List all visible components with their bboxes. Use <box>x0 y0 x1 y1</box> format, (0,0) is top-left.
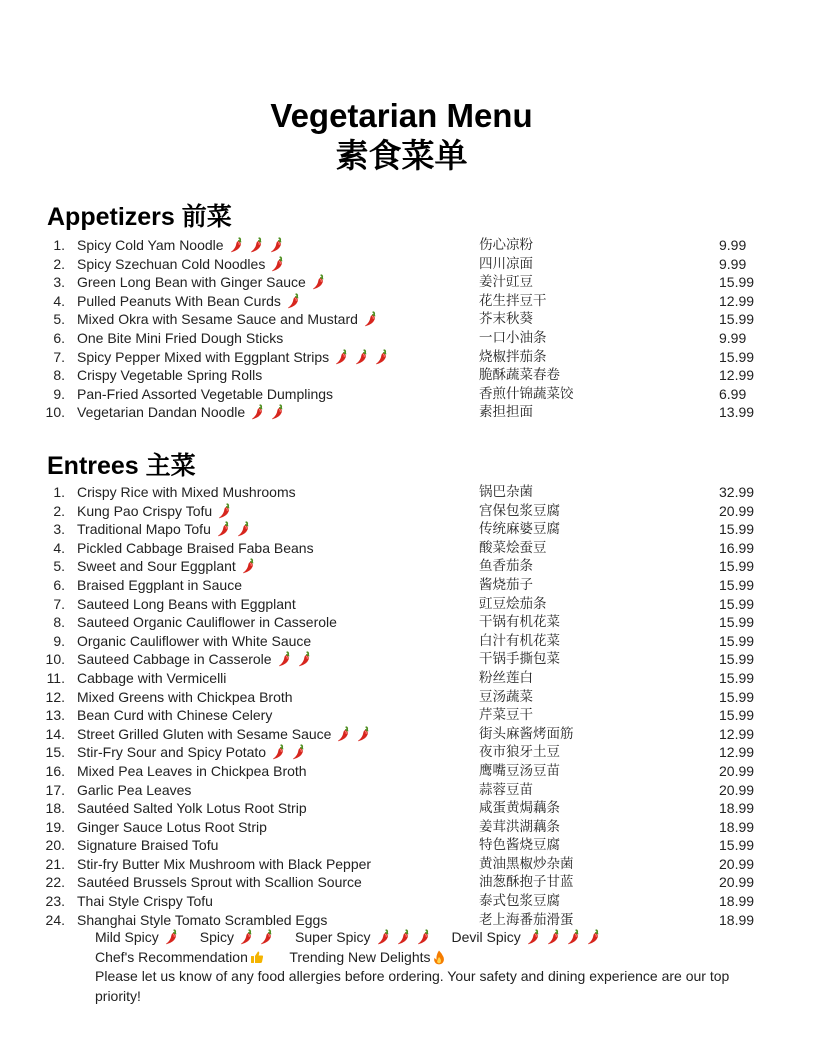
menu-item <box>0 743 813 762</box>
item-name <box>77 502 231 520</box>
menu-title-chinese: 素食菜单 <box>335 136 468 175</box>
fire-icon <box>433 950 445 965</box>
item-price: 20.99 <box>719 874 755 891</box>
appetizers-heading: Appetizers 前菜 <box>47 203 232 231</box>
allergy-note: Please let us know of any food allergies before ordering. Your safety and dining experience are our top priority! <box>95 968 730 1004</box>
item-number: 12. <box>45 688 65 705</box>
item-name <box>77 348 388 366</box>
spice-level-label: Mild Spicy <box>95 929 159 945</box>
menu-item <box>0 385 813 404</box>
item-number: 3. <box>53 274 65 291</box>
item-price: 12.99 <box>719 725 755 742</box>
chili-pepper-icon <box>250 237 263 253</box>
chili-pepper-icon <box>260 929 273 945</box>
chili-pepper-icon <box>240 929 253 945</box>
item-number: 2. <box>53 502 65 519</box>
item-number: 4. <box>53 292 65 309</box>
item-chinese-name: 宫保包浆豆腐 <box>479 502 560 519</box>
item-name-text: Sweet and Sour Eggplant <box>77 558 236 575</box>
item-price: 15.99 <box>719 558 755 575</box>
item-price: 15.99 <box>719 651 755 668</box>
item-price: 16.99 <box>719 539 755 556</box>
item-price: 9.99 <box>719 237 747 253</box>
item-number: 18. <box>45 800 65 817</box>
item-price: 18.99 <box>719 893 755 910</box>
chili-pepper-icon <box>397 929 410 945</box>
legend <box>95 928 735 1006</box>
item-name-text: Ginger Sauce Lotus Root Strip <box>77 818 267 835</box>
item-chinese-name: 伤心凉粉 <box>479 237 533 253</box>
item-number: 1. <box>53 237 65 253</box>
item-name-text: Kung Pao Crispy Tofu <box>77 502 213 519</box>
chili-pepper-icon <box>271 256 284 272</box>
item-price: 15.99 <box>719 669 755 686</box>
item-number: 14. <box>45 725 65 742</box>
menu-item <box>0 539 813 558</box>
menu-item <box>0 520 813 539</box>
chili-pepper-icon <box>337 726 350 742</box>
item-price: 15.99 <box>719 688 755 705</box>
item-name <box>77 725 370 743</box>
chili-pepper-icon <box>357 726 370 742</box>
item-name <box>77 669 226 687</box>
item-name <box>77 799 307 817</box>
appetizers-list <box>0 236 813 422</box>
menu-item <box>0 236 813 255</box>
item-name <box>77 385 333 403</box>
chili-pepper-icon <box>298 651 311 667</box>
item-name-text: Sauteed Long Beans with Eggplant <box>77 595 296 612</box>
item-price: 15.99 <box>719 707 755 724</box>
item-price: 18.99 <box>719 818 755 835</box>
menu-item <box>0 483 813 502</box>
item-chinese-name: 一口小油条 <box>479 329 547 346</box>
chili-pepper-icon <box>417 929 430 945</box>
item-price: 18.99 <box>719 800 755 817</box>
menu-item <box>0 781 813 800</box>
item-price: 15.99 <box>719 632 755 649</box>
item-name-text: Spicy Szechuan Cold Noodles <box>77 255 266 272</box>
item-chinese-name: 油葱酥抱子甘蓝 <box>479 874 574 891</box>
item-name <box>77 688 293 706</box>
item-name <box>77 292 300 310</box>
item-chinese-name: 芥末秋葵 <box>479 311 533 328</box>
item-chinese-name: 干锅有机花菜 <box>479 614 560 631</box>
item-name-text: Garlic Pea Leaves <box>77 781 192 798</box>
item-number: 3. <box>53 521 65 538</box>
item-chinese-name: 姜茸洪湖藕条 <box>479 818 560 835</box>
item-chinese-name: 特色酱烧豆腐 <box>479 837 560 854</box>
item-number: 5. <box>53 311 65 328</box>
item-name <box>77 557 255 575</box>
item-price: 20.99 <box>719 502 755 519</box>
item-name <box>77 539 314 557</box>
item-name-text: Spicy Pepper Mixed with Eggplant Strips <box>77 348 330 365</box>
chili-pepper-icon <box>375 349 388 365</box>
menu-item <box>0 799 813 818</box>
item-name <box>77 781 191 799</box>
chili-pepper-icon <box>218 503 231 519</box>
item-chinese-name: 咸蛋黄焗藕条 <box>479 800 560 817</box>
item-name <box>77 743 305 761</box>
item-name <box>77 706 272 724</box>
item-name-text: Sautéed Salted Yolk Lotus Root Strip <box>77 800 307 817</box>
menu-item <box>0 502 813 521</box>
item-price: 15.99 <box>719 595 755 612</box>
menu-item <box>0 310 813 329</box>
item-chinese-name: 夜市狼牙土豆 <box>479 744 560 761</box>
item-name <box>77 595 296 613</box>
spice-level-item <box>200 929 273 945</box>
menu-item <box>0 273 813 292</box>
chili-pepper-icon <box>377 929 390 945</box>
item-number: 8. <box>53 367 65 384</box>
menu-item <box>0 762 813 781</box>
item-number: 21. <box>45 855 65 872</box>
item-number: 6. <box>53 329 65 346</box>
spice-level-item <box>95 929 178 945</box>
item-chinese-name: 街头麻酱烤面筋 <box>479 725 574 742</box>
chili-pepper-icon <box>242 558 255 574</box>
item-price: 15.99 <box>719 614 755 631</box>
chili-pepper-icon <box>278 651 291 667</box>
item-name <box>77 818 267 836</box>
menu-item <box>0 892 813 911</box>
menu-item <box>0 255 813 274</box>
item-number: 17. <box>45 781 65 798</box>
chili-pepper-icon <box>335 349 348 365</box>
menu-item <box>0 366 813 385</box>
chili-pepper-icon <box>230 237 243 253</box>
item-name <box>77 650 311 668</box>
menu-item <box>0 557 813 576</box>
item-chinese-name: 烧椒拌茄条 <box>479 348 547 365</box>
item-number: 10. <box>45 404 65 421</box>
item-number: 22. <box>45 874 65 891</box>
item-price: 20.99 <box>719 855 755 872</box>
menu-item <box>0 329 813 348</box>
item-name-text: Pulled Peanuts With Bean Curds <box>77 292 281 309</box>
chili-pepper-icon <box>567 929 580 945</box>
item-name <box>77 273 325 291</box>
chili-pepper-icon <box>270 237 283 253</box>
chili-pepper-icon <box>237 521 250 537</box>
item-name <box>77 892 213 910</box>
spice-level-label: Super Spicy <box>295 929 371 945</box>
item-chinese-name: 脆酥蔬菜春卷 <box>479 367 560 384</box>
spice-level-item <box>295 929 429 945</box>
item-name-text: Mixed Greens with Chickpea Broth <box>77 688 293 705</box>
item-name <box>77 236 283 254</box>
menu-item <box>0 688 813 707</box>
menu-item <box>0 836 813 855</box>
entrees-list <box>0 483 813 929</box>
spice-level-item <box>452 929 600 945</box>
item-price: 12.99 <box>719 367 755 384</box>
item-chinese-name: 四川凉面 <box>479 255 533 272</box>
chefs-recommendation-label: Chef's Recommendation <box>95 948 248 965</box>
item-chinese-name: 香煎什锦蔬菜饺 <box>479 385 574 402</box>
item-name <box>77 483 296 501</box>
item-name <box>77 366 262 384</box>
item-number: 9. <box>53 632 65 649</box>
item-name-text: Crispy Vegetable Spring Rolls <box>77 367 263 384</box>
item-chinese-name: 豆汤蔬菜 <box>479 688 533 705</box>
item-number: 9. <box>53 385 65 402</box>
item-name-text: Vegetarian Dandan Noodle <box>77 404 246 421</box>
item-name <box>77 255 284 273</box>
item-number: 23. <box>45 893 65 910</box>
item-name <box>77 613 337 631</box>
item-price: 15.99 <box>719 348 755 365</box>
item-number: 2. <box>53 255 65 272</box>
item-price: 9.99 <box>719 329 747 346</box>
item-price: 18.99 <box>719 911 755 928</box>
item-name <box>77 520 250 538</box>
item-name-text: Mixed Pea Leaves in Chickpea Broth <box>77 762 307 779</box>
item-name-text: Mixed Okra with Sesame Sauce and Mustard <box>77 311 358 328</box>
thumbs-up-icon <box>250 950 264 964</box>
item-name-text: Crispy Rice with Mixed Mushrooms <box>77 484 296 500</box>
item-name-text: Sautéed Brussels Sprout with Scallion Source <box>77 874 362 891</box>
item-name-text: Shanghai Style Tomato Scrambled Eggs <box>77 911 328 928</box>
item-number: 7. <box>53 595 65 612</box>
item-number: 11. <box>46 669 65 686</box>
item-chinese-name: 老上海番茄滑蛋 <box>479 911 574 928</box>
chili-pepper-icon <box>547 929 560 945</box>
spice-level-legend <box>95 928 735 948</box>
menu-title <box>0 96 803 176</box>
chili-pepper-icon <box>165 929 178 945</box>
item-chinese-name: 花生拌豆干 <box>479 292 547 309</box>
chili-pepper-icon <box>287 293 300 309</box>
chili-pepper-icon <box>527 929 540 945</box>
menu-item <box>0 725 813 744</box>
item-number: 24. <box>45 911 65 928</box>
item-chinese-name: 粉丝莲白 <box>479 669 533 686</box>
menu-item <box>0 911 813 930</box>
item-number: 10. <box>45 651 65 668</box>
item-chinese-name: 锅巴杂菌 <box>479 484 533 500</box>
item-name <box>77 911 327 929</box>
item-number: 5. <box>53 558 65 575</box>
item-price: 9.99 <box>719 255 747 272</box>
item-chinese-name: 酱烧茄子 <box>479 576 533 593</box>
menu-item <box>0 855 813 874</box>
item-name-text: Stir-Fry Sour and Spicy Potato <box>77 744 267 761</box>
item-number: 16. <box>45 762 65 779</box>
item-name-text: Stir-fry Butter Mix Mushroom with Black Pepper <box>77 855 372 872</box>
item-name <box>77 762 307 780</box>
item-price: 20.99 <box>719 762 755 779</box>
item-name-text: Sauteed Cabbage in Casserole <box>77 651 272 668</box>
item-number: 4. <box>53 539 65 556</box>
item-chinese-name: 酸菜烩蚕豆 <box>479 539 547 556</box>
chili-pepper-icon <box>217 521 230 537</box>
item-name <box>77 310 377 328</box>
chili-pepper-icon <box>272 744 285 760</box>
item-number: 8. <box>53 614 65 631</box>
item-name-text: One Bite Mini Fried Dough Sticks <box>77 329 284 346</box>
item-chinese-name: 干锅手撕包菜 <box>479 651 560 668</box>
item-name-text: Spicy Cold Yam Noodle <box>77 237 224 253</box>
item-price: 15.99 <box>719 311 755 328</box>
menu-item <box>0 632 813 651</box>
item-chinese-name: 传统麻婆豆腐 <box>479 521 560 538</box>
item-name <box>77 403 284 421</box>
item-chinese-name: 泰式包浆豆腐 <box>479 893 560 910</box>
item-name-text: Thai Style Crispy Tofu <box>77 893 213 910</box>
item-chinese-name: 白汁有机花菜 <box>479 632 560 649</box>
item-number: 1. <box>53 484 65 500</box>
menu-item <box>0 595 813 614</box>
item-number: 15. <box>45 744 65 761</box>
item-name-text: Traditional Mapo Tofu <box>77 521 211 538</box>
item-name-text: Street Grilled Gluten with Sesame Sauce <box>77 725 332 742</box>
item-price: 15.99 <box>719 837 755 854</box>
chili-pepper-icon <box>364 311 377 327</box>
entrees-heading: Entrees 主菜 <box>47 452 196 480</box>
item-chinese-name: 芹菜豆干 <box>479 707 533 724</box>
item-number: 13. <box>45 707 65 724</box>
item-name <box>77 855 371 873</box>
item-number: 6. <box>53 576 65 593</box>
item-chinese-name: 鱼香茄条 <box>479 558 533 575</box>
menu-title-english: Vegetarian Menu <box>270 97 533 134</box>
chili-pepper-icon <box>271 404 284 420</box>
spice-level-label: Spicy <box>199 929 235 945</box>
item-price: 12.99 <box>719 744 755 761</box>
item-chinese-name: 鹰嘴豆汤豆苗 <box>479 762 560 779</box>
item-price: 6.99 <box>719 385 747 402</box>
menu-item <box>0 292 813 311</box>
item-name-text: Cabbage with Vermicelli <box>77 669 227 686</box>
menu-item <box>0 706 813 725</box>
menu-item <box>0 576 813 595</box>
chili-pepper-icon <box>251 404 264 420</box>
spice-level-label: Devil Spicy <box>451 929 521 945</box>
item-price: 20.99 <box>719 781 755 798</box>
item-price: 12.99 <box>719 292 755 309</box>
item-name-text: Signature Braised Tofu <box>77 837 219 854</box>
item-number: 7. <box>53 348 65 365</box>
recommendation-legend <box>95 948 735 968</box>
item-name <box>77 836 218 854</box>
chili-pepper-icon <box>312 274 325 290</box>
item-name-text: Sauteed Organic Cauliflower in Casserole <box>77 614 337 631</box>
menu-item <box>0 818 813 837</box>
trending-label: Trending New Delights <box>289 948 431 965</box>
item-name <box>77 632 311 650</box>
menu-item <box>0 669 813 688</box>
item-price: 15.99 <box>719 274 755 291</box>
chili-pepper-icon <box>292 744 305 760</box>
chili-pepper-icon <box>587 929 600 945</box>
item-name-text: Pickled Cabbage Braised Faba Beans <box>77 539 314 556</box>
item-chinese-name: 黄油黑椒炒杂菌 <box>479 855 574 872</box>
item-chinese-name: 姜汁豇豆 <box>479 274 533 291</box>
item-name-text: Green Long Bean with Ginger Sauce <box>77 274 306 291</box>
item-chinese-name: 素担担面 <box>479 404 533 421</box>
menu-item <box>0 348 813 367</box>
item-name <box>77 873 362 891</box>
menu-item <box>0 650 813 669</box>
item-price: 15.99 <box>719 521 755 538</box>
item-price: 13.99 <box>719 404 755 421</box>
item-name-text: Braised Eggplant in Sauce <box>77 576 242 593</box>
item-price: 32.99 <box>719 484 755 500</box>
item-name-text: Bean Curd with Chinese Celery <box>77 707 273 724</box>
item-price: 15.99 <box>719 576 755 593</box>
item-name-text: Organic Cauliflower with White Sauce <box>77 632 312 649</box>
item-name <box>77 576 242 594</box>
item-name <box>77 329 283 347</box>
menu-item <box>0 613 813 632</box>
item-number: 19. <box>45 818 65 835</box>
menu-item <box>0 403 813 422</box>
item-chinese-name: 蒜蓉豆苗 <box>479 781 533 798</box>
item-name-text: Pan-Fried Assorted Vegetable Dumplings <box>77 385 334 402</box>
item-number: 20. <box>45 837 65 854</box>
chili-pepper-icon <box>355 349 368 365</box>
menu-item <box>0 873 813 892</box>
item-chinese-name: 豇豆烩茄条 <box>479 595 547 612</box>
